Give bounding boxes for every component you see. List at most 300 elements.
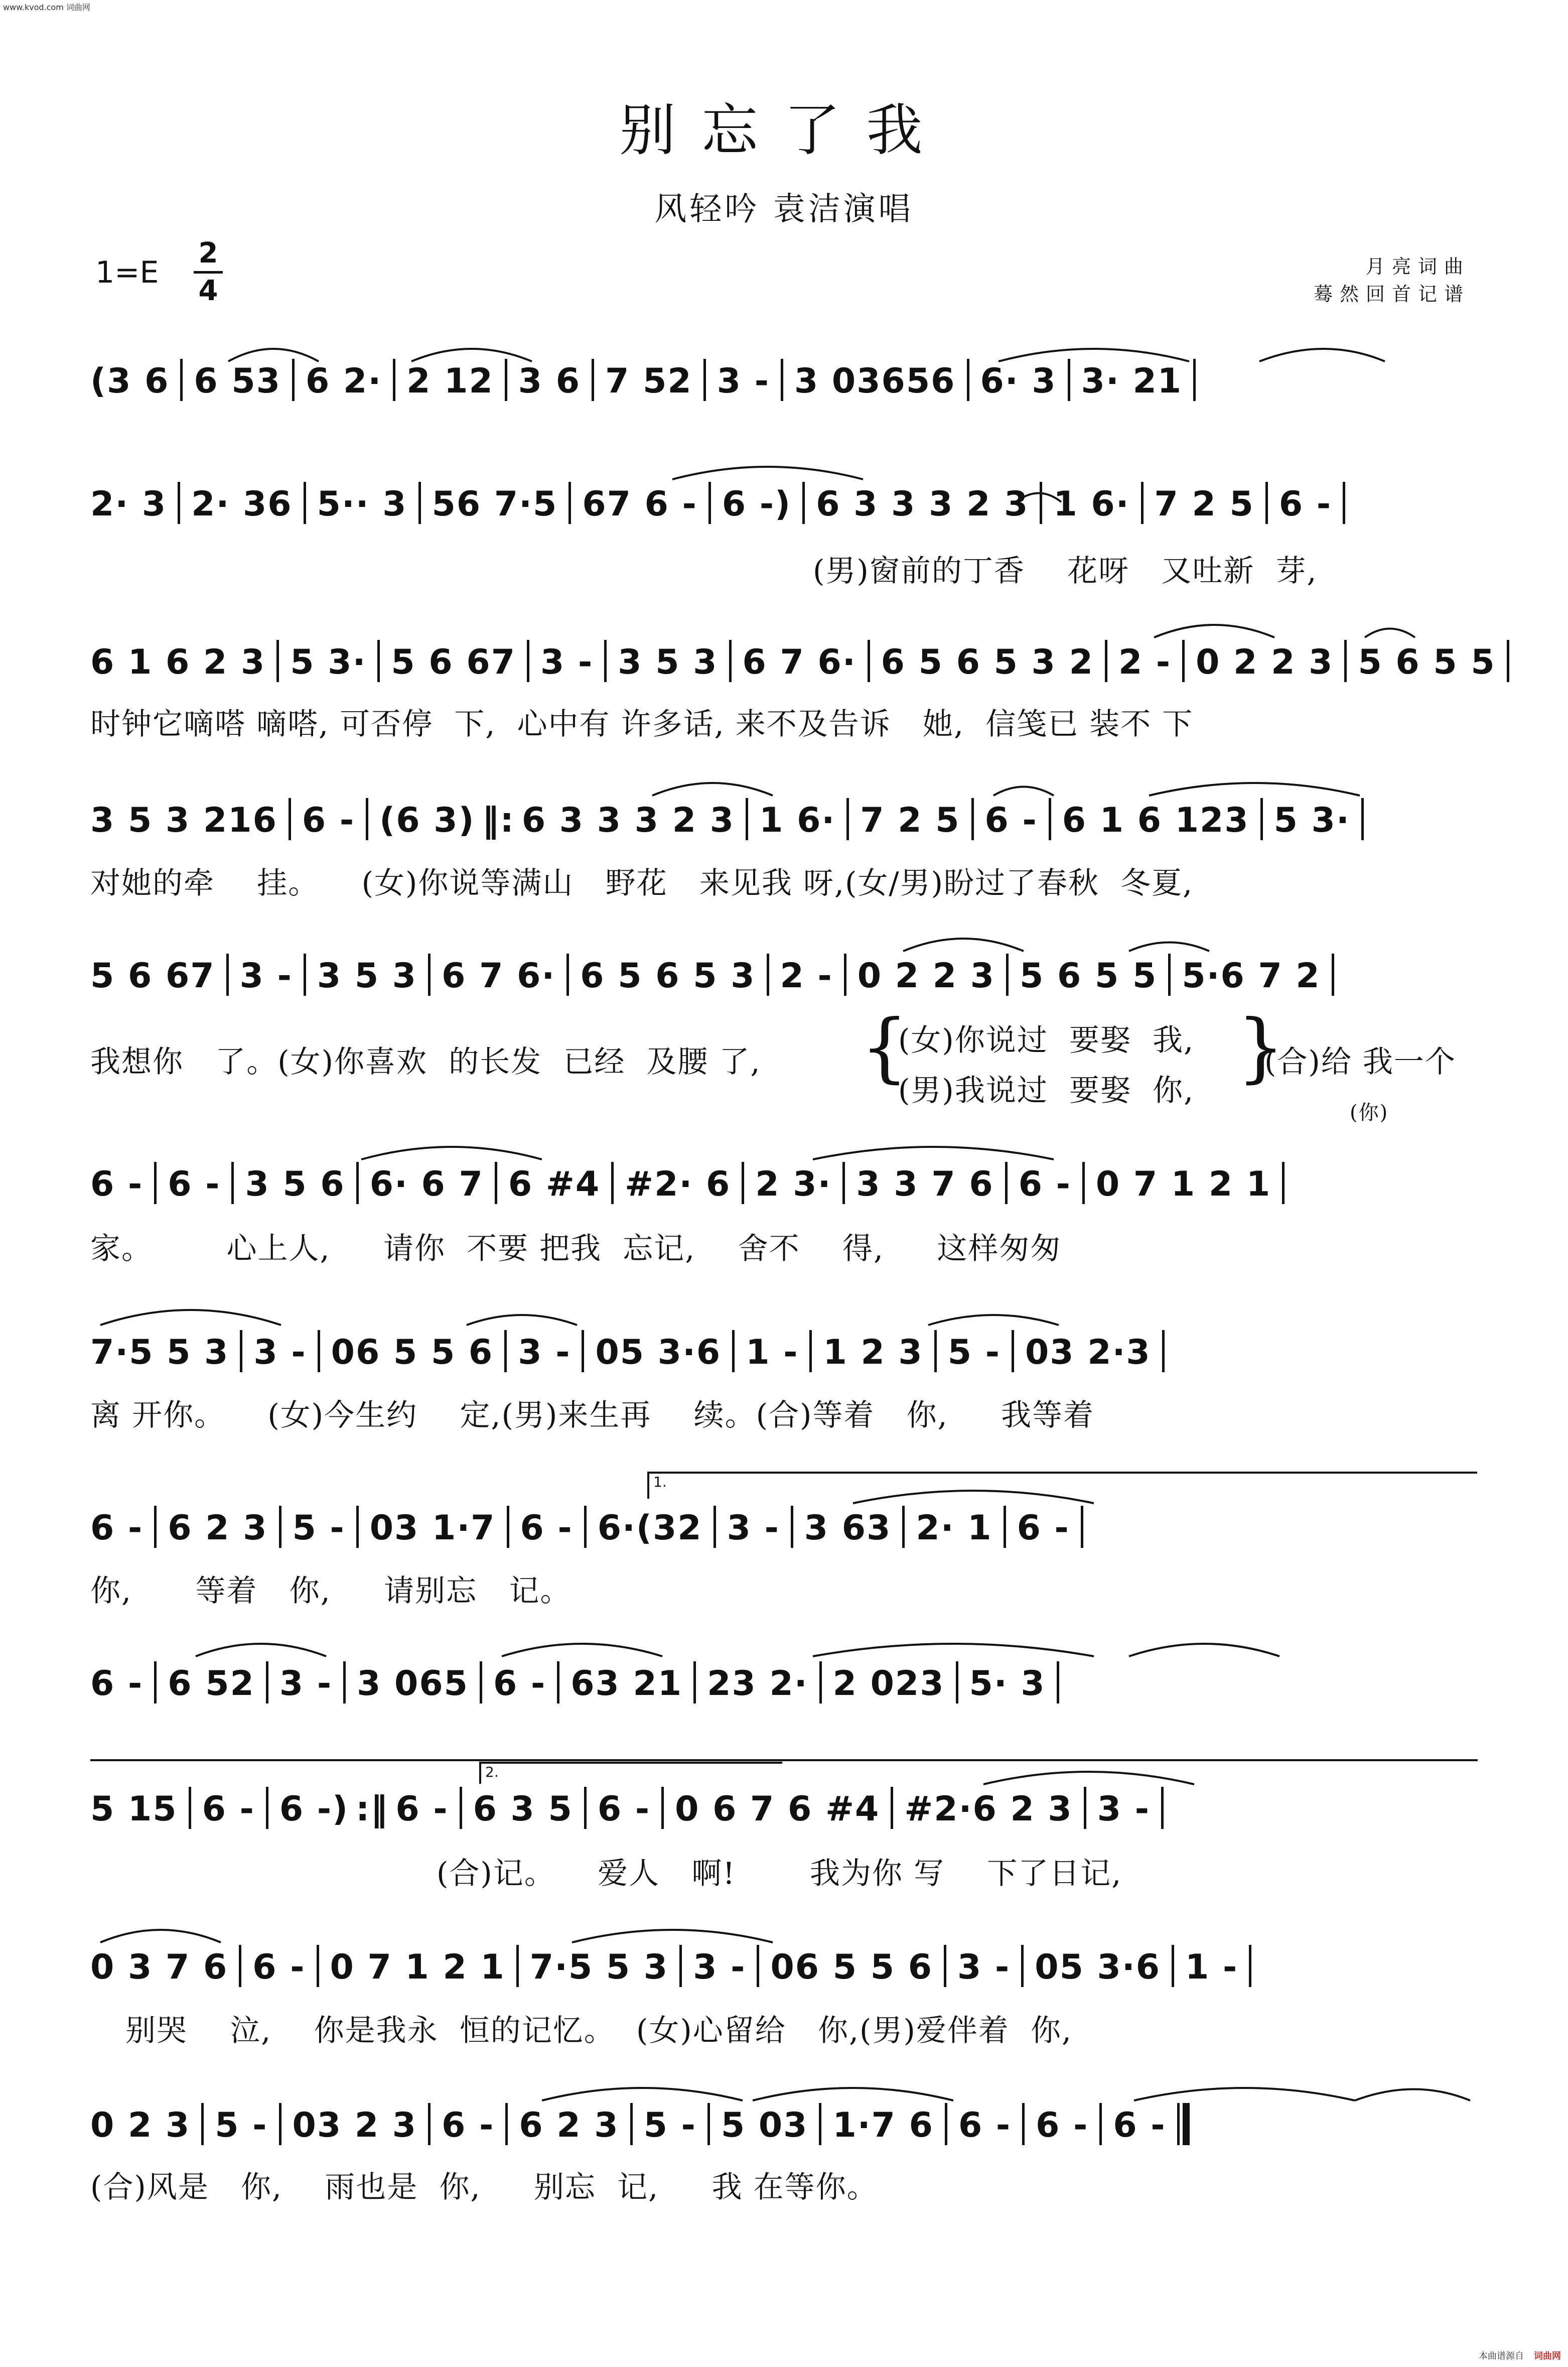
lyric-line-12: (合)风是 你, 雨也是 你, 别忘 记, 我 在等你。 (90, 2170, 878, 2205)
score-row-5 (90, 954, 1478, 996)
barline (505, 359, 507, 401)
slur-arc (1129, 943, 1209, 952)
measure: 6 - (597, 1789, 651, 1829)
slur-arc (1355, 2089, 1470, 2101)
barline (566, 954, 569, 996)
barline (1049, 798, 1051, 840)
barline (742, 1162, 744, 1204)
barline (266, 1787, 268, 1829)
barline (304, 954, 306, 996)
measure: 6 - (395, 1789, 449, 1829)
barline (304, 482, 306, 524)
measure: 6 7 6· (442, 956, 556, 996)
barline (703, 359, 706, 401)
barline (846, 798, 849, 840)
lyric-female: (女)你说过 要娶 我, (898, 1023, 1195, 1058)
measure: 5 6 5 5 (1358, 642, 1496, 682)
barline (944, 1945, 946, 1987)
barline (1162, 1330, 1165, 1372)
measure: 6 - (202, 1789, 255, 1829)
measure: 6 3 3 3 2 3 (816, 484, 1029, 524)
barline (809, 1330, 812, 1372)
barline (1082, 1162, 1085, 1204)
score-row-4 (90, 798, 1478, 840)
barline (842, 1162, 845, 1204)
measure: 0 2 2 3 (857, 956, 995, 996)
barline (356, 1506, 359, 1548)
measure: 1 6· (759, 801, 836, 840)
measure: 7·5 5 3 (90, 1333, 229, 1372)
measure: (3 6 (90, 361, 170, 401)
measure: 5 15 (90, 1789, 178, 1829)
measure: 6 5 6 5 3 2 (881, 642, 1094, 682)
barline (584, 1506, 587, 1548)
slur-arc (361, 1147, 542, 1159)
page-title: 别忘了我 (619, 98, 949, 163)
barline (1099, 2103, 1102, 2145)
measure: 3 3 7 6 (856, 1164, 994, 1204)
score-row-1 (90, 359, 1478, 401)
measure: 3 5 3 (317, 956, 417, 996)
slur-arc (196, 1644, 326, 1656)
measure: 3 - (279, 1664, 333, 1703)
barline (505, 2103, 508, 2145)
measure: 6 -) (722, 484, 792, 524)
barline (630, 2103, 633, 2145)
measure: 3 - (540, 642, 594, 682)
measure: 23 2· (707, 1664, 808, 1703)
barline (1193, 359, 1196, 401)
measure: 6 -) (279, 1789, 349, 1829)
measure: #2· 6 (625, 1164, 731, 1204)
barline (1260, 798, 1263, 840)
final-barline-thin (1177, 2103, 1180, 2145)
lyric-line-6: 家。 心上人, 请你 不要 把我 忘记, 舍不 得, 这样匆匆 (90, 1231, 1062, 1266)
measure: 3 5 3 (618, 642, 718, 682)
barline (366, 798, 368, 840)
measure: 5 3· (1273, 801, 1350, 840)
slur-arc (813, 1644, 1094, 1656)
measure: 6 53 (194, 361, 281, 401)
key-signature: 1=E (95, 255, 159, 290)
measure: 5 03 (721, 2106, 808, 2145)
measure: 6 5 6 5 3 (580, 956, 756, 996)
slur-arc (983, 1772, 1194, 1784)
lyric-line-3: 时钟它嘀嗒 嘀嗒, 可否停 下, 心中有 许多话, 来不及告诉 她, 信笺已 装不 下 (90, 707, 1194, 742)
barline (289, 798, 291, 840)
measure: 1 2 3 (823, 1333, 923, 1372)
volta-first-label: 1. (653, 1474, 667, 1490)
measure: 3 - (957, 1947, 1011, 1987)
barline (956, 1661, 958, 1703)
slur-arc (100, 1310, 281, 1325)
slur-arc (903, 939, 1024, 951)
measure: 5 3· (290, 642, 367, 682)
credit-score: 蓦然回首记谱 (1313, 283, 1470, 305)
measure: 7 2 5 (1154, 484, 1254, 524)
measure: 6· 6 7 (369, 1164, 484, 1204)
measure: 3 - (727, 1508, 780, 1548)
barline (802, 482, 805, 524)
measure: 3 6 (518, 361, 581, 401)
measure: 6 - (1278, 484, 1332, 524)
measure: 56 7·5 (432, 484, 558, 524)
measure: (6 3) (379, 801, 475, 840)
meter-bottom: 4 (198, 275, 218, 307)
barline (819, 1661, 822, 1703)
barline (507, 1506, 509, 1548)
measure: 6 - (168, 1164, 221, 1204)
score-row-10 (90, 1787, 1478, 1829)
measure: 7 2 5 (860, 801, 960, 840)
measure: 03 2·3 (1025, 1333, 1151, 1372)
barline (516, 1945, 519, 1987)
measure: 6 - (1018, 1164, 1071, 1204)
measure: 6 - (90, 1164, 144, 1204)
barline (276, 640, 279, 682)
score-row-3 (90, 640, 1496, 682)
barline (1005, 1162, 1008, 1204)
measure: 5 - (643, 2106, 696, 2145)
barline (279, 2103, 281, 2145)
barline (480, 1661, 482, 1703)
barline (240, 1330, 242, 1372)
measure: 6 7 6· (742, 642, 857, 682)
barline (679, 1945, 682, 1987)
measure: 5 - (292, 1508, 345, 1548)
measure: 67 6 - (582, 484, 697, 524)
barline (460, 1787, 462, 1829)
barline (557, 1661, 559, 1703)
measure: 0 2 3 (90, 2106, 191, 2145)
measure: 3 - (518, 1333, 571, 1372)
measure: 2 023 (832, 1664, 945, 1703)
measure: 6 2· (306, 361, 382, 401)
score-row-7 (90, 1330, 1478, 1372)
barline (1361, 798, 1364, 840)
slur-arc (1365, 629, 1415, 638)
measure: 5 - (947, 1333, 1001, 1372)
barline (495, 1162, 497, 1204)
barline (729, 640, 732, 682)
barline (844, 954, 846, 996)
volta-rule (90, 1759, 1478, 1761)
barline (584, 1787, 587, 1829)
footer-stamp-text: 本曲谱源自 (1479, 2351, 1524, 2361)
measure: 6 - (90, 1664, 144, 1703)
repeat-start: ‖: (482, 801, 515, 840)
barline (781, 359, 783, 401)
barline (767, 954, 769, 996)
barline (819, 2103, 821, 2145)
score-row-12 (90, 2103, 1478, 2145)
measure: 1·7 6 (832, 2106, 934, 2145)
lyric-line-8: 你, 等着 你, 请别忘 记。 (90, 1573, 572, 1609)
measure: 6 52 (168, 1664, 255, 1703)
barline (1332, 954, 1334, 996)
slur-arc (467, 1315, 577, 1325)
repeat-end: :‖ (356, 1789, 389, 1829)
barline (393, 359, 395, 401)
measure: 7 52 (605, 361, 692, 401)
measure: 6 - (520, 1508, 573, 1548)
measure: 5·6 7 2 (1182, 956, 1321, 996)
volta-second (479, 1762, 782, 1784)
measure: 06 5 5 6 (331, 1333, 494, 1372)
slur-arc (1149, 783, 1360, 796)
measure: 6 1 6 2 3 (90, 642, 266, 682)
slur-arc (928, 1315, 1059, 1325)
barline (377, 640, 380, 682)
slur-arc (572, 1930, 773, 1942)
lyric-line-5: 我想你 了。(女)你喜欢 的长发 已经 及腰 了, (90, 1044, 761, 1080)
measure: 5 6 5 5 (1020, 956, 1158, 996)
brace-right: } (1237, 1004, 1285, 1091)
barline (1004, 1506, 1006, 1548)
measure: 6 - (1017, 1508, 1070, 1548)
barline (180, 359, 183, 401)
barline (891, 1787, 893, 1829)
barline (1040, 482, 1042, 524)
measure: 3 - (693, 1947, 746, 1987)
measure: 0 7 1 2 1 (1095, 1164, 1271, 1204)
barline (714, 1506, 716, 1548)
barline (902, 1506, 905, 1548)
barline (1249, 1945, 1251, 1987)
measure: 0 7 1 2 1 (330, 1947, 505, 1987)
measure: 2· 3 (90, 484, 167, 524)
barline (1022, 2103, 1025, 2145)
measure: 6 3 5 (473, 1789, 573, 1829)
measure: 05 3·6 (1035, 1947, 1161, 1987)
barline (791, 1506, 793, 1548)
measure: 3· 21 (1081, 361, 1183, 401)
barline (1168, 954, 1171, 996)
barline (266, 1661, 268, 1703)
measure: 6 - (442, 2106, 495, 2145)
measure: 6 1 6 123 (1062, 801, 1249, 840)
slur-arc (652, 783, 773, 796)
measure: 6 #4 (508, 1164, 601, 1204)
measure: 6 2 3 (519, 2106, 619, 2145)
volta-first (647, 1472, 1477, 1499)
barline (1172, 1945, 1174, 1987)
measure: 3 63 (804, 1508, 892, 1548)
measure: 1 6· (1053, 484, 1130, 524)
measure: 5·· 3 (317, 484, 407, 524)
barline (154, 1661, 157, 1703)
lyric-line-7: 离 开你。 (女)今生约 定,(男)来生再 续。(合)等着 你, 我等着 (90, 1398, 1095, 1433)
barline (1021, 1945, 1024, 1987)
barline (279, 1506, 281, 1548)
barline (1057, 1661, 1059, 1703)
measure: 6 - (493, 1664, 546, 1703)
measure: 6 3 3 3 2 3 (521, 801, 735, 840)
slur-arc (753, 2088, 953, 2100)
score-row-8 (90, 1506, 1478, 1548)
brace-left: { (861, 1004, 909, 1091)
measure: 2 - (780, 956, 833, 996)
slur-arc (672, 467, 863, 479)
footer-logo: 词曲网 (1534, 2351, 1561, 2361)
barline (971, 798, 974, 840)
measure: 03 1·7 (369, 1508, 496, 1548)
measure: 6 - (302, 801, 355, 840)
barline (1006, 954, 1009, 996)
barline (317, 1945, 319, 1987)
barline (1084, 1787, 1086, 1829)
measure: 3 - (239, 956, 293, 996)
measure: 3 - (717, 361, 770, 401)
measure: 6 - (90, 1508, 144, 1548)
measure: 2· 1 (916, 1508, 992, 1548)
barline (568, 482, 571, 524)
subtitle: 风轻吟 袁洁演唱 (654, 191, 914, 228)
measure: 5 - (215, 2106, 268, 2145)
slur-arc (993, 787, 1054, 796)
barline (318, 1330, 320, 1372)
measure: 63 21 (571, 1664, 683, 1703)
measure: 3 5 3 216 (90, 801, 277, 840)
measure: 7·5 5 3 (529, 1947, 669, 1987)
measure: 3 03656 (794, 361, 956, 401)
measure: 5· 3 (969, 1664, 1046, 1703)
lyric-line-10: (合)记。 爱人 啊! 我为你 写 下了日记, (437, 1856, 1122, 1891)
barline (592, 359, 594, 401)
time-signature (191, 236, 226, 309)
barline (1507, 640, 1509, 682)
barline (356, 1162, 359, 1204)
measure: 6·(32 (597, 1508, 702, 1548)
barline (967, 359, 969, 401)
barline (661, 1787, 664, 1829)
barline (1161, 1787, 1164, 1829)
credit-words: 月亮词曲 (1365, 255, 1470, 278)
barline (1081, 1506, 1083, 1548)
measure: 2· 36 (191, 484, 293, 524)
barline (746, 798, 748, 840)
barline (708, 482, 711, 524)
barline (1182, 640, 1185, 682)
score-row-2 (90, 482, 1478, 524)
measure: 6 - (1036, 2106, 1089, 2145)
measure: 2 - (1118, 642, 1172, 682)
barline (1343, 482, 1345, 524)
barline (343, 1661, 346, 1703)
barline (1141, 482, 1144, 524)
barline (428, 954, 431, 996)
barline (292, 359, 295, 401)
barline (527, 640, 529, 682)
barline (1344, 640, 1347, 682)
measure: 03 2 3 (292, 2106, 417, 2145)
measure: 3 - (253, 1333, 307, 1372)
barline (178, 482, 180, 524)
barline (231, 1162, 234, 1204)
barline (239, 1945, 241, 1987)
measure: 2 12 (406, 361, 494, 401)
measure: #2·6 2 3 (904, 1789, 1073, 1829)
lyric-line-2: (男)窗前的丁香 花呀 又吐新 芽, (813, 554, 1318, 589)
measure: 6 - (252, 1947, 306, 1987)
measure: 2 3· (755, 1164, 832, 1204)
measure: 1 - (1185, 1947, 1238, 1987)
barline (945, 2103, 947, 2145)
barline (201, 2103, 204, 2145)
meter-top: 2 (198, 237, 218, 270)
slur-arc (100, 1930, 221, 1942)
slur-arc (1134, 2088, 1355, 2100)
slur-arc (542, 2088, 743, 2100)
barline (707, 2103, 710, 2145)
measure: 06 5 5 6 (770, 1947, 933, 1987)
barline (934, 1330, 937, 1372)
barline (582, 1330, 584, 1372)
score-row-6 (90, 1162, 1478, 1204)
lyric-alt: (你) (1350, 1101, 1389, 1124)
lyric-line-4: 对她的牵 挂。 (女)你说等满山 野花 来见我 呀,(女/男)盼过了春秋 冬夏, (90, 866, 1194, 901)
measure: 0 2 2 3 (1196, 642, 1334, 682)
slur-arc (1154, 625, 1274, 637)
measure: 5 6 67 (391, 642, 516, 682)
barline (1105, 640, 1107, 682)
barline (154, 1506, 157, 1548)
measure: 0 6 7 6 #4 (675, 1789, 880, 1829)
barline (611, 1162, 614, 1204)
measure: 3 065 (357, 1664, 469, 1703)
measure: 05 3·6 (595, 1333, 722, 1372)
measure: 6 - (1113, 2106, 1166, 2145)
barline (154, 1162, 157, 1204)
measure: 3 - (1097, 1789, 1150, 1829)
measure: 0 3 7 6 (90, 1947, 228, 1987)
site-watermark: www.kvod.com 词曲网 (3, 3, 90, 12)
measure: 6 2 3 (168, 1508, 268, 1548)
slur-arc (1129, 1644, 1279, 1656)
lyric-male: (男)我说过 要娶 你, (898, 1073, 1195, 1108)
barline (732, 1330, 735, 1372)
barline (1265, 482, 1268, 524)
measure: 1 - (746, 1333, 799, 1372)
barline (226, 954, 229, 996)
measure: 6 - (958, 2106, 1012, 2145)
barline (189, 1787, 191, 1829)
barline (693, 1661, 696, 1703)
barline (1282, 1162, 1285, 1204)
final-barline-thick (1183, 2103, 1190, 2145)
barline (1068, 359, 1070, 401)
score-row-9 (90, 1661, 1478, 1703)
score-row-11 (90, 1945, 1478, 1987)
measure: 6 - (984, 801, 1038, 840)
barline (868, 640, 870, 682)
slur-arc (502, 1644, 662, 1656)
barline (757, 1945, 759, 1987)
measure: 5 6 67 (90, 956, 215, 996)
slur-arc (813, 1147, 1054, 1159)
lyric-chorus: (合)给 我一个 (1264, 1044, 1456, 1080)
measure: 3 5 6 (245, 1164, 345, 1204)
measure: 6· 3 (980, 361, 1057, 401)
lyric-line-11: 别哭 泣, 你是我永 恒的记忆。 (女)心留给 你,(男)爱伴着 你, (125, 2013, 1073, 2048)
barline (418, 482, 421, 524)
barline (1012, 1330, 1014, 1372)
footer-stamp (1479, 2349, 1561, 2362)
barline (504, 1330, 507, 1372)
volta-second-label: 2. (485, 1764, 499, 1780)
barline (428, 2103, 431, 2145)
barline (604, 640, 607, 682)
